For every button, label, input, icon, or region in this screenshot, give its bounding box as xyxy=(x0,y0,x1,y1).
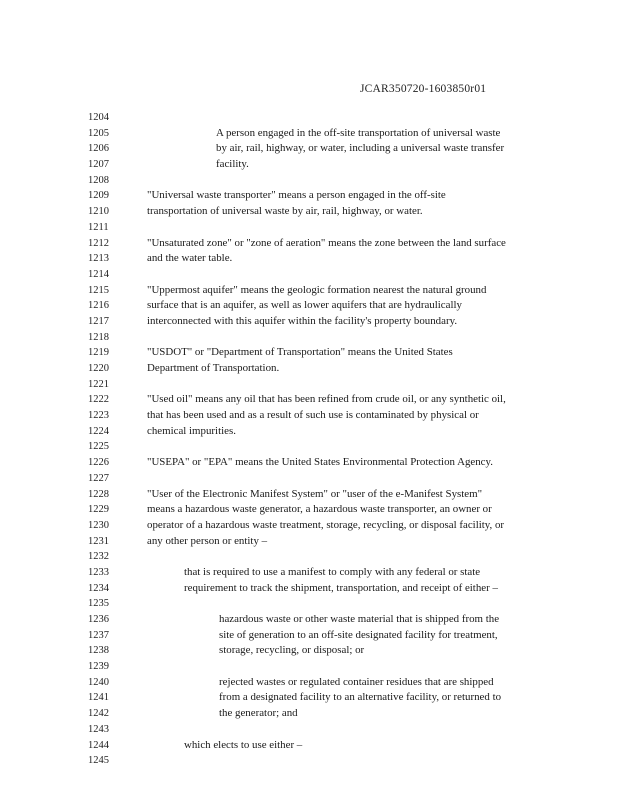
line-number: 1230 xyxy=(88,519,109,531)
document-line xyxy=(0,236,622,252)
document-line xyxy=(0,722,622,738)
line-text: A person engaged in the off-site transportation of universal waste xyxy=(216,126,501,139)
document-line xyxy=(0,251,622,267)
document-line xyxy=(0,345,622,361)
line-number: 1214 xyxy=(88,268,109,280)
line-number: 1211 xyxy=(88,221,109,233)
line-number: 1209 xyxy=(88,190,109,202)
document-line xyxy=(0,298,622,314)
line-number: 1226 xyxy=(88,457,109,469)
line-number: 1228 xyxy=(88,488,109,500)
line-number: 1212 xyxy=(88,237,109,249)
document-line xyxy=(0,487,622,503)
line-number: 1216 xyxy=(88,300,109,312)
line-text: hazardous waste or other waste material that is shipped from the xyxy=(219,613,500,625)
document-line xyxy=(0,690,622,706)
document-line xyxy=(0,659,622,675)
document-line xyxy=(0,330,622,346)
line-number: 1223 xyxy=(88,410,109,422)
line-text: by air, rail, highway, or water, including a universal waste transfer xyxy=(216,142,505,155)
line-text: that has been used and as a result of such use is contaminated by physical or xyxy=(147,409,479,422)
document-line xyxy=(0,439,622,455)
line-number: 1224 xyxy=(88,425,109,437)
line-number: 1245 xyxy=(88,755,109,767)
line-number: 1221 xyxy=(88,378,109,390)
line-text: transportation of universal waste by air, rail, highway, or water. xyxy=(147,205,423,218)
line-number: 1207 xyxy=(88,159,109,171)
document-line xyxy=(0,549,622,565)
document-line xyxy=(0,518,622,534)
line-text: and the water table. xyxy=(147,252,233,265)
line-text: which elects to use either – xyxy=(184,738,303,751)
line-number: 1205 xyxy=(88,127,109,139)
document-line xyxy=(0,581,622,597)
line-number: 1213 xyxy=(88,253,109,265)
line-number: 1208 xyxy=(88,174,109,186)
line-number: 1232 xyxy=(88,551,109,563)
line-text: site of generation to an off-site designated facility for treatment, xyxy=(219,628,498,641)
document-line xyxy=(0,267,622,283)
line-text: "Unsaturated zone" or "zone of aeration" means the zone between the land surface xyxy=(147,236,506,249)
line-text: "USEPA" or "EPA" means the United States Environmental Protection Agency. xyxy=(147,456,493,469)
document-id-header: JCAR350720-1603850r01 xyxy=(360,83,487,95)
line-number: 1238 xyxy=(88,645,109,657)
line-number: 1233 xyxy=(88,566,109,578)
line-text: "Used oil" means any oil that has been refined from crude oil, or any synthetic oil, xyxy=(147,393,506,406)
document-line xyxy=(0,173,622,189)
document-line xyxy=(0,424,622,440)
line-number: 1215 xyxy=(88,284,109,296)
line-number: 1242 xyxy=(88,708,109,720)
numbered-text-lines xyxy=(0,110,622,769)
line-text: "Universal waste transporter" means a person engaged in the off-site xyxy=(147,189,446,202)
line-number: 1210 xyxy=(88,206,109,218)
line-number: 1206 xyxy=(88,143,109,155)
line-number: 1243 xyxy=(88,723,109,735)
line-number: 1204 xyxy=(88,112,109,123)
line-text: "Uppermost aquifer" means the geologic formation nearest the natural ground xyxy=(147,283,487,296)
document-line xyxy=(0,157,622,173)
document-line xyxy=(0,126,622,142)
document-line xyxy=(0,706,622,722)
line-text: interconnected with this aquifer within the facility's property boundary. xyxy=(147,314,458,327)
document-line xyxy=(0,314,622,330)
line-text: means a hazardous waste generator, a hazardous waste transporter, an owner or xyxy=(147,503,492,516)
line-text: chemical impurities. xyxy=(147,424,236,437)
line-number: 1236 xyxy=(88,614,109,625)
line-text: storage, recycling, or disposal; or xyxy=(219,644,365,657)
document-line xyxy=(0,502,622,518)
line-number: 1244 xyxy=(88,739,109,751)
line-number: 1234 xyxy=(88,582,109,594)
line-number: 1235 xyxy=(88,598,109,610)
document-line xyxy=(0,220,622,236)
line-text: requirement to track the shipment, transportation, and receipt of either – xyxy=(184,581,498,594)
document-line xyxy=(0,377,622,393)
line-text: "User of the Electronic Manifest System" or "user of the e-Manifest System" xyxy=(147,487,483,500)
document-line xyxy=(0,392,622,408)
line-number: 1237 xyxy=(88,629,109,641)
line-number: 1231 xyxy=(88,535,109,547)
line-text: surface that is an aquifer, as well as lower aquifers that are hydraulically xyxy=(147,299,462,312)
document-line xyxy=(0,612,622,628)
document-line xyxy=(0,110,622,126)
line-text: "USDOT" or "Department of Transportation" means the United States xyxy=(147,346,453,359)
line-number: 1229 xyxy=(88,504,109,516)
line-number: 1222 xyxy=(88,394,109,406)
document-line xyxy=(0,141,622,157)
line-text: operator of a hazardous waste treatment, storage, recycling, or disposal facility, or xyxy=(147,518,505,531)
document-line xyxy=(0,643,622,659)
line-number: 1239 xyxy=(88,661,109,673)
document-line xyxy=(0,628,622,644)
document-line xyxy=(0,565,622,581)
line-text: that is required to use a manifest to comply with any federal or state xyxy=(184,565,481,578)
document-line xyxy=(0,675,622,691)
document-line xyxy=(0,534,622,550)
line-number: 1220 xyxy=(88,363,109,374)
line-number: 1240 xyxy=(88,676,109,688)
line-number: 1227 xyxy=(88,472,109,484)
document-line xyxy=(0,361,622,377)
line-text: facility. xyxy=(216,158,249,171)
line-text: rejected wastes or regulated container residues that are shipped xyxy=(219,675,494,688)
line-number: 1218 xyxy=(88,331,109,343)
document-line xyxy=(0,408,622,424)
document-line xyxy=(0,753,622,769)
line-text: the generator; and xyxy=(219,707,298,720)
document-line xyxy=(0,188,622,204)
line-number: 1241 xyxy=(88,692,109,704)
line-text: from a designated facility to an alternative facility, or returned to xyxy=(219,691,502,704)
document-line xyxy=(0,471,622,487)
document-line xyxy=(0,738,622,754)
document-line xyxy=(0,455,622,471)
line-text: any other person or entity – xyxy=(147,534,268,547)
line-number: 1225 xyxy=(88,441,109,453)
document-line xyxy=(0,204,622,220)
line-number: 1217 xyxy=(88,315,109,327)
document-line xyxy=(0,283,622,299)
line-text: Department of Transportation. xyxy=(147,362,280,374)
document-line xyxy=(0,596,622,612)
line-number: 1219 xyxy=(88,347,109,359)
